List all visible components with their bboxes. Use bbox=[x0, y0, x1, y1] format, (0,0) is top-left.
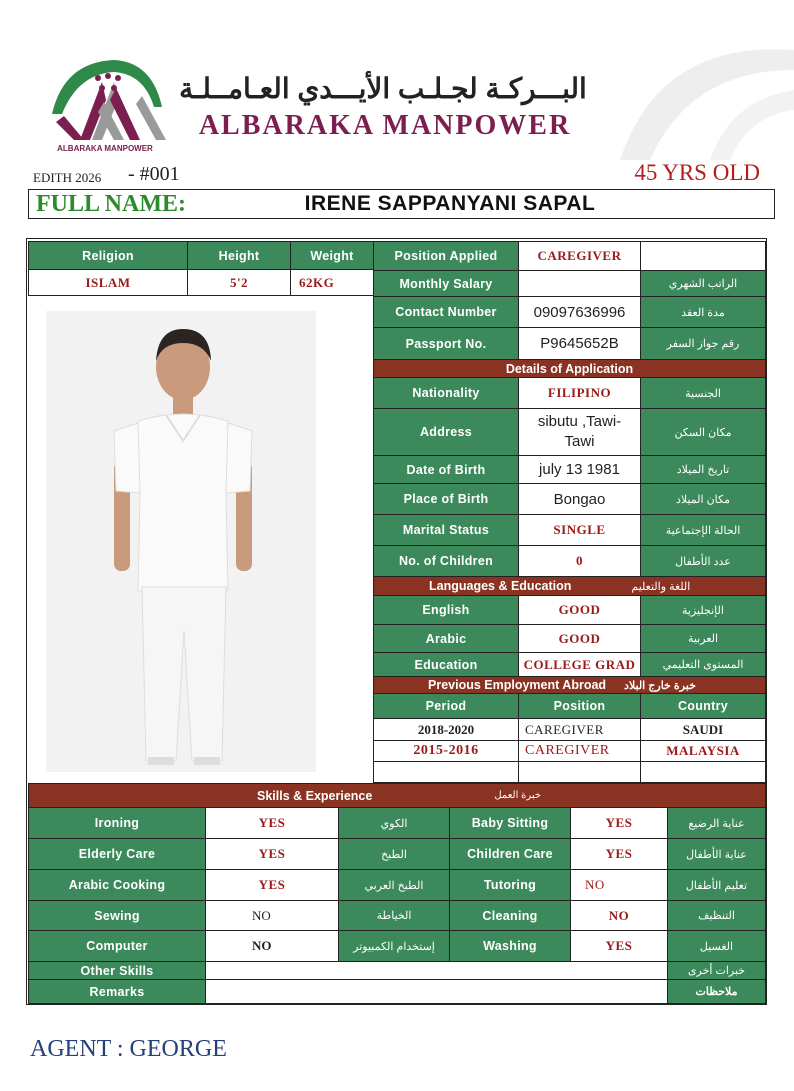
company-name-english: ALBARAKA MANPOWER bbox=[198, 110, 572, 141]
position-applied-value: CAREGIVER bbox=[518, 241, 641, 271]
religion-value: ISLAM bbox=[28, 269, 188, 296]
nationality-ar: الجنسية bbox=[640, 377, 766, 409]
contact-number-ar: مدة العقد bbox=[640, 296, 766, 328]
employment-row-1-position: CAREGIVER bbox=[518, 718, 641, 741]
employment-header-country: Country bbox=[640, 693, 766, 719]
pob-ar: مكان الميلاد bbox=[640, 483, 766, 515]
skill-ironing-ar: الكوي bbox=[338, 807, 450, 839]
employment-title-ar: خبرة خارج البلاد bbox=[624, 679, 696, 692]
weight-value: 62KG bbox=[290, 269, 374, 296]
details-section-title: Details of Application bbox=[373, 359, 766, 378]
employment-row-1-period: 2018-2020 bbox=[373, 718, 519, 741]
ref-code: EDITH 2026 bbox=[33, 170, 102, 185]
skill-tutoring-value: NO bbox=[570, 869, 668, 901]
full-name-value: IRENE SAPPANYANI SAPAL bbox=[304, 192, 596, 215]
employment-row-3-position bbox=[518, 761, 641, 783]
skill-sewing-ar: الخياطة bbox=[338, 900, 450, 931]
skill-children-care-value: YES bbox=[570, 838, 668, 870]
monthly-salary-value bbox=[518, 270, 641, 297]
other-skills-value bbox=[205, 961, 668, 980]
dob-label: Date of Birth bbox=[373, 455, 519, 484]
remarks-value bbox=[205, 979, 668, 1004]
employment-header-position: Position bbox=[518, 693, 641, 719]
education-value: COLLEGE GRAD bbox=[518, 652, 641, 677]
employment-section-title bbox=[373, 676, 766, 694]
skills-title-text: Skills & Experience bbox=[257, 788, 373, 803]
languages-section-title bbox=[373, 576, 766, 596]
skill-computer-value: NO bbox=[205, 930, 339, 962]
english-label: English bbox=[373, 595, 519, 625]
skill-washing-value: YES bbox=[570, 930, 668, 962]
logo-caption: ALBARAKA MANPOWER bbox=[57, 144, 153, 153]
skill-baby-sitting-ar: عناية الرضيع bbox=[667, 807, 766, 839]
watermark-shape bbox=[600, 20, 794, 160]
passport-value: P9645652B bbox=[518, 327, 641, 360]
skill-sewing-value: NO bbox=[205, 900, 339, 931]
skill-washing-label: Washing bbox=[449, 930, 571, 962]
skill-arabic-cooking-label: Arabic Cooking bbox=[28, 869, 206, 901]
passport-label: Passport No. bbox=[373, 327, 519, 360]
employment-row-1-country: SAUDI bbox=[640, 718, 766, 741]
height-header: Height bbox=[187, 241, 291, 270]
ref-number: - #001 bbox=[128, 163, 180, 185]
monthly-salary-label: Monthly Salary bbox=[373, 270, 519, 297]
skill-elderly-care-label: Elderly Care bbox=[28, 838, 206, 870]
position-applied-label: Position Applied bbox=[373, 241, 519, 271]
skill-elderly-care-ar: الطبخ bbox=[338, 838, 450, 870]
skill-ironing-label: Ironing bbox=[28, 807, 206, 839]
skill-tutoring-ar: تعليم الأطفال bbox=[667, 869, 766, 901]
skill-elderly-care-value: YES bbox=[205, 838, 339, 870]
skill-sewing-label: Sewing bbox=[28, 900, 206, 931]
education-ar: المستوى التعليمي bbox=[640, 652, 766, 677]
arabic-ar: العربية bbox=[640, 624, 766, 653]
employment-row-2-country: MALAYSIA bbox=[640, 740, 766, 762]
marital-status-value: SINGLE bbox=[518, 514, 641, 546]
applicant-photo bbox=[46, 311, 316, 772]
skill-cleaning-label: Cleaning bbox=[449, 900, 571, 931]
skills-section-title bbox=[28, 783, 766, 808]
pob-value: Bongao bbox=[518, 483, 641, 515]
nationality-value: FILIPINO bbox=[518, 377, 641, 409]
employment-row-3-period bbox=[373, 761, 519, 783]
passport-ar: رقم جواز السفر bbox=[640, 327, 766, 360]
pob-label: Place of Birth bbox=[373, 483, 519, 515]
education-label: Education bbox=[373, 652, 519, 677]
children-value: 0 bbox=[518, 545, 641, 577]
dob-value: july 13 1981 bbox=[518, 455, 641, 484]
skills-title-ar: خبرة العمل bbox=[494, 790, 542, 801]
employment-title-text: Previous Employment Abroad bbox=[428, 678, 607, 692]
languages-title-ar: اللغة والتعليم bbox=[631, 580, 691, 593]
children-ar: عدد الأطفال bbox=[640, 545, 766, 577]
employment-row-3-country bbox=[640, 761, 766, 783]
nationality-label: Nationality bbox=[373, 377, 519, 409]
skill-children-care-ar: عناية الأطفال bbox=[667, 838, 766, 870]
address-label: Address bbox=[373, 408, 519, 456]
skill-baby-sitting-label: Baby Sitting bbox=[449, 807, 571, 839]
skill-cleaning-value: NO bbox=[570, 900, 668, 931]
marital-status-ar: الحالة الإجتماعية bbox=[640, 514, 766, 546]
marital-status-label: Marital Status bbox=[373, 514, 519, 546]
english-value: GOOD bbox=[518, 595, 641, 625]
skill-ironing-value: YES bbox=[205, 807, 339, 839]
monthly-salary-ar: الراتب الشهري bbox=[640, 270, 766, 297]
skill-computer-ar: إستخدام الكمبيوتر bbox=[338, 930, 450, 962]
company-name-arabic: البـــركـة لجـلـب الأيـــدي العـامــلـة bbox=[179, 73, 587, 104]
arabic-value: GOOD bbox=[518, 624, 641, 653]
address-value: sibutu ,Tawi-Tawi bbox=[518, 408, 641, 456]
address-ar: مكان السكن bbox=[640, 408, 766, 456]
remarks-label: Remarks bbox=[28, 979, 206, 1004]
company-logo bbox=[44, 52, 166, 157]
contact-number-value: 09097636996 bbox=[518, 296, 641, 328]
agent-label: AGENT : GEORGE bbox=[30, 1036, 227, 1062]
skill-computer-label: Computer bbox=[28, 930, 206, 962]
skill-children-care-label: Children Care bbox=[449, 838, 571, 870]
english-ar: الإنجليزية bbox=[640, 595, 766, 625]
height-value: 5'2 bbox=[187, 269, 291, 296]
position-applied-extra bbox=[640, 241, 766, 271]
skill-arabic-cooking-ar: الطبخ العربي bbox=[338, 869, 450, 901]
weight-header: Weight bbox=[290, 241, 374, 270]
remarks-ar: ملاحظات bbox=[667, 979, 766, 1004]
contact-number-label: Contact Number bbox=[373, 296, 519, 328]
arabic-label: Arabic bbox=[373, 624, 519, 653]
employment-row-2-position: CAREGIVER bbox=[518, 740, 641, 762]
religion-header: Religion bbox=[28, 241, 188, 270]
employment-row-2-period: 2015-2016 bbox=[373, 740, 519, 762]
languages-title-text: Languages & Education bbox=[429, 579, 572, 593]
other-skills-label: Other Skills bbox=[28, 961, 206, 980]
full-name-label: FULL NAME: bbox=[36, 191, 186, 217]
age-label: 45 YRS OLD bbox=[634, 160, 760, 185]
skill-cleaning-ar: التنظيف bbox=[667, 900, 766, 931]
employment-header-period: Period bbox=[373, 693, 519, 719]
skill-baby-sitting-value: YES bbox=[570, 807, 668, 839]
skill-tutoring-label: Tutoring bbox=[449, 869, 571, 901]
dob-ar: تاريخ الميلاد bbox=[640, 455, 766, 484]
skill-washing-ar: الغسيل bbox=[667, 930, 766, 962]
other-skills-ar: خبرات أخرى bbox=[667, 961, 766, 980]
skill-arabic-cooking-value: YES bbox=[205, 869, 339, 901]
children-label: No. of Children bbox=[373, 545, 519, 577]
